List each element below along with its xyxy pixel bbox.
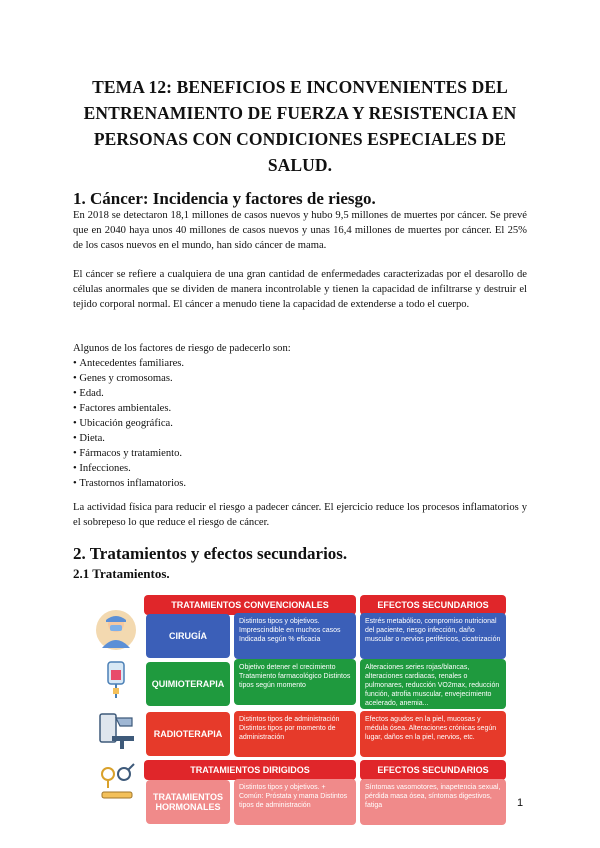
section1-heading: 1. Cáncer: Incidencia y factores de riesgo. [73, 189, 376, 208]
list-item: • Infecciones. [73, 461, 186, 476]
header-conventional: TRATAMIENTOS CONVENCIONALES [144, 595, 356, 615]
row-label-hormonales: TRATAMIENTOS HORMONALES [146, 780, 230, 824]
radio-effects: Efectos agudos en la piel, mucosas y médula ósea. Alteraciones crónicas según lugar, daños en la piel, nervios, etc. [360, 711, 506, 757]
list-item: • Fármacos y tratamiento. [73, 446, 186, 461]
header-targeted: TRATAMIENTOS DIRIGIDOS [144, 760, 356, 780]
risk-intro: Algunos de los factores de riesgo de padecerlo son: [73, 343, 291, 354]
treatments-infographic [90, 592, 510, 812]
list-item: • Genes y cromosomas. [73, 371, 186, 386]
list-item: • Antecedentes familiares. [73, 356, 186, 371]
activity-paragraph: La actividad física para reducir el riesgo a padecer cáncer. El ejercicio reduce los procesos inflamatorios y el sobrepeso lo que reduce el riesgo de cáncer. [73, 502, 527, 528]
hormonales-effects: Síntomas vasomotores, inapetencia sexual, pérdida masa ósea, síntomas digestivos, fatiga [360, 779, 506, 825]
list-item: • Ubicación geográfica. [73, 416, 186, 431]
section2-subheading: 2.1 Tratamientos. [73, 566, 170, 581]
quimio-desc: Objetivo detener el crecimiento Tratamiento farmacológico Distintos tipos según momento [234, 659, 356, 705]
page-title: TEMA 12: BENEFICIOS E INCONVENIENTES DEL ENTRENAMIENTO DE FUERZA Y RESISTENCIA EN PERSONAS CON CONDICIONES ESPECIALES DE SALUD. [83, 77, 517, 175]
page-number: 1 [517, 797, 524, 809]
cirugia-desc: Distintos tipos y objetivos. Imprescindible en muchos casos Indicada según % eficacia [234, 613, 356, 659]
iv-bag-icon [94, 658, 138, 702]
row-label-quimioterapia: QUIMIOTERAPIA [146, 662, 230, 706]
row-label-cirugia: CIRUGÍA [146, 614, 230, 658]
list-item: • Factores ambientales. [73, 401, 186, 416]
header-side-effects: EFECTOS SECUNDARIOS [360, 595, 506, 615]
radiotherapy-machine-icon [94, 708, 138, 752]
row-label-radioterapia: RADIOTERAPIA [146, 712, 230, 756]
surgeon-icon [94, 608, 138, 652]
hormone-injection-icon [94, 762, 138, 806]
incidence-paragraph: En 2018 se detectaron 18,1 millones de casos nuevos y hubo 9,5 millones de muertes por cáncer. Se prevé que en 2040 haya unos 40 millones de casos nuevos y unas 16,4 millones de muertes por cáncer. El 25% de los casos nuevos en el mundo, han sido cáncer de mama. [73, 210, 527, 251]
definition-paragraph: El cáncer se refiere a cualquiera de una gran cantidad de enfermedades caracterizadas por el desarollo de células anormales que se dividen de manera incontrolable y tienen la capacidad de infiltrarse y destruir el tejido corporal normal. El cáncer a menudo tiene la capacidad de extenderse a todo el cuerpo. [73, 269, 527, 310]
list-item: • Trastornos inflamatorios. [73, 476, 186, 491]
risk-factor-list [73, 356, 186, 491]
hormonales-desc: Distintos tipos y objetivos. + Común: Próstata y mama Distintos tipos de administración [234, 779, 356, 825]
radio-desc: Distintos tipos de administración Distintos tipos por momento de administración [234, 711, 356, 757]
header-side-effects-2: EFECTOS SECUNDARIOS [360, 760, 506, 780]
cirugia-effects: Estrés metabólico, compromiso nutricional del paciente, riesgo infección, daño muscular o nervios periféricos, cicatrización [360, 613, 506, 659]
quimio-effects: Alteraciones series rojas/blancas, alteraciones cardiacas, renales o pulmonares, reducción VO2max, reducción función, atrofia muscular, envejecimiento acelerado, anemia... [360, 659, 506, 709]
list-item: • Edad. [73, 386, 186, 401]
list-item: • Dieta. [73, 431, 186, 446]
section2-heading: 2. Tratamientos y efectos secundarios. [73, 544, 348, 563]
